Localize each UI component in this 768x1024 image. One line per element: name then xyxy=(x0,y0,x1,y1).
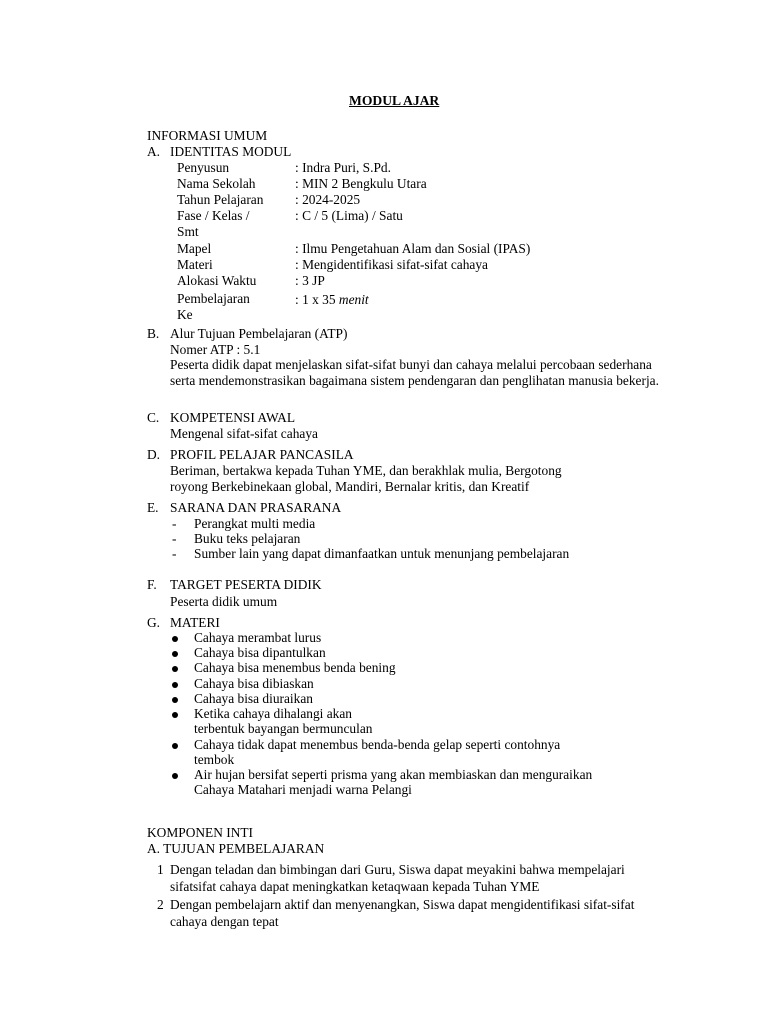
tujuan-text-line: cahaya dengan tepat xyxy=(170,914,279,929)
section-d-text-line: Beriman, bertakwa kepada Tuhan YME, dan berakhlak mulia, Bergotong xyxy=(170,463,562,478)
list-item-continued: tembok xyxy=(194,752,235,767)
list-item: Air hujan bersifat seperti prisma yang akan membiaskan dan menguraikan xyxy=(194,767,593,782)
list-item: Cahaya bisa menembus benda bening xyxy=(194,660,396,675)
atp-text-line: serta mendemonstrasikan bagaimana sistem pendengaran dan penglihatan manusia bekerja. xyxy=(170,373,659,388)
list-item: Cahaya bisa diuraikan xyxy=(194,691,313,706)
row-value-italic: menit xyxy=(338,292,369,307)
row-value: : MIN 2 Bengkulu Utara xyxy=(295,176,427,191)
list-item: Ketika cahaya dihalangi akan xyxy=(194,706,353,721)
row-label: Penyusun xyxy=(177,160,230,175)
komponen-inti-heading: KOMPONEN INTI xyxy=(147,825,254,840)
bullet-icon xyxy=(172,636,178,642)
atp-text-line: Peserta didik dapat menjelaskan sifat-sifat bunyi dan cahaya melalui percobaan sederhana xyxy=(170,357,652,372)
row-value: : Indra Puri, S.Pd. xyxy=(295,160,391,175)
row-label: Mapel xyxy=(177,241,212,256)
bullet-icon xyxy=(172,712,178,718)
bullet-icon xyxy=(172,682,178,688)
section-d-text-line: royong Berkebinekaan global, Mandiri, Bernalar kritis, dan Kreatif xyxy=(170,479,530,494)
section-b-letter: B. xyxy=(147,326,160,341)
section-b-heading: Alur Tujuan Pembelajaran (ATP) xyxy=(170,326,348,341)
atp-number: Nomer ATP : 5.1 xyxy=(170,342,261,357)
row-label-continued: Smt xyxy=(177,224,199,239)
section-e-heading: SARANA DAN PRASARANA xyxy=(170,500,342,515)
dash-marker: - xyxy=(172,531,177,546)
row-label-continued: Ke xyxy=(177,307,193,322)
row-value: : 3 JP xyxy=(295,273,325,288)
row-value: : Ilmu Pengetahuan Alam dan Sosial (IPAS) xyxy=(295,241,531,256)
bullet-icon xyxy=(172,651,178,657)
section-g-letter: G. xyxy=(147,615,161,630)
tujuan-number: 1 xyxy=(157,862,164,877)
list-item: Cahaya tidak dapat menembus benda-benda gelap seperti contohnya xyxy=(194,737,561,752)
tujuan-text-line: Dengan pembelajarn aktif dan menyenangkan, Siswa dapat mengidentifikasi sifat-sifat xyxy=(170,897,635,912)
list-item: Perangkat multi media xyxy=(194,516,316,531)
bullet-icon xyxy=(172,666,178,672)
list-item: Buku teks pelajaran xyxy=(194,531,301,546)
list-item: Cahaya merambat lurus xyxy=(194,630,322,645)
tujuan-number: 2 xyxy=(157,897,164,912)
dash-marker: - xyxy=(172,546,177,561)
section-g-heading: MATERI xyxy=(170,615,220,630)
bullet-icon xyxy=(172,697,178,703)
bullet-icon xyxy=(172,743,178,749)
row-value: : 1 x 35 menit xyxy=(295,292,369,307)
section-a-letter: A. xyxy=(147,144,161,159)
tujuan-heading: A. TUJUAN PEMBELAJARAN xyxy=(147,841,325,856)
row-label: Nama Sekolah xyxy=(177,176,256,191)
section-d-letter: D. xyxy=(147,447,161,462)
tujuan-text-line: Dengan teladan dan bimbingan dari Guru, Siswa dapat meyakini bahwa mempelajari xyxy=(170,862,625,877)
row-label: Alokasi Waktu xyxy=(177,273,257,288)
list-item: Sumber lain yang dapat dimanfaatkan untuk menunjang pembelajaran xyxy=(194,546,570,561)
section-f-letter: F. xyxy=(147,577,157,592)
row-label: Pembelajaran xyxy=(177,291,250,306)
row-label: Fase / Kelas / xyxy=(177,208,250,223)
bullet-icon xyxy=(172,773,178,779)
list-item-continued: Cahaya Matahari menjadi warna Pelangi xyxy=(194,782,412,797)
row-label: Materi xyxy=(177,257,213,272)
tujuan-text-line: sifatsifat cahaya dapat meningkatkan ketaqwaan kepada Tuhan YME xyxy=(170,879,540,894)
row-label: Tahun Pelajaran xyxy=(177,192,264,207)
document-title: MODUL AJAR xyxy=(349,93,440,108)
row-value: : Mengidentifikasi sifat-sifat cahaya xyxy=(295,257,488,272)
section-e-letter: E. xyxy=(147,500,159,515)
row-value: : 2024-2025 xyxy=(295,192,361,207)
list-item: Cahaya bisa dibiaskan xyxy=(194,676,314,691)
section-d-heading: PROFIL PELAJAR PANCASILA xyxy=(170,447,354,462)
dash-marker: - xyxy=(172,516,177,531)
list-item: Cahaya bisa dipantulkan xyxy=(194,645,326,660)
section-a-heading: IDENTITAS MODUL xyxy=(170,144,292,159)
section-f-text: Peserta didik umum xyxy=(170,594,278,609)
section-f-heading: TARGET PESERTA DIDIK xyxy=(170,577,322,592)
row-value: : C / 5 (Lima) / Satu xyxy=(295,208,403,223)
section-c-heading: KOMPETENSI AWAL xyxy=(170,410,296,425)
section-c-letter: C. xyxy=(147,410,160,425)
section-c-text: Mengenal sifat-sifat cahaya xyxy=(170,426,318,441)
informasi-umum-heading: INFORMASI UMUM xyxy=(147,128,268,143)
list-item-continued: terbentuk bayangan bermunculan xyxy=(194,721,373,736)
